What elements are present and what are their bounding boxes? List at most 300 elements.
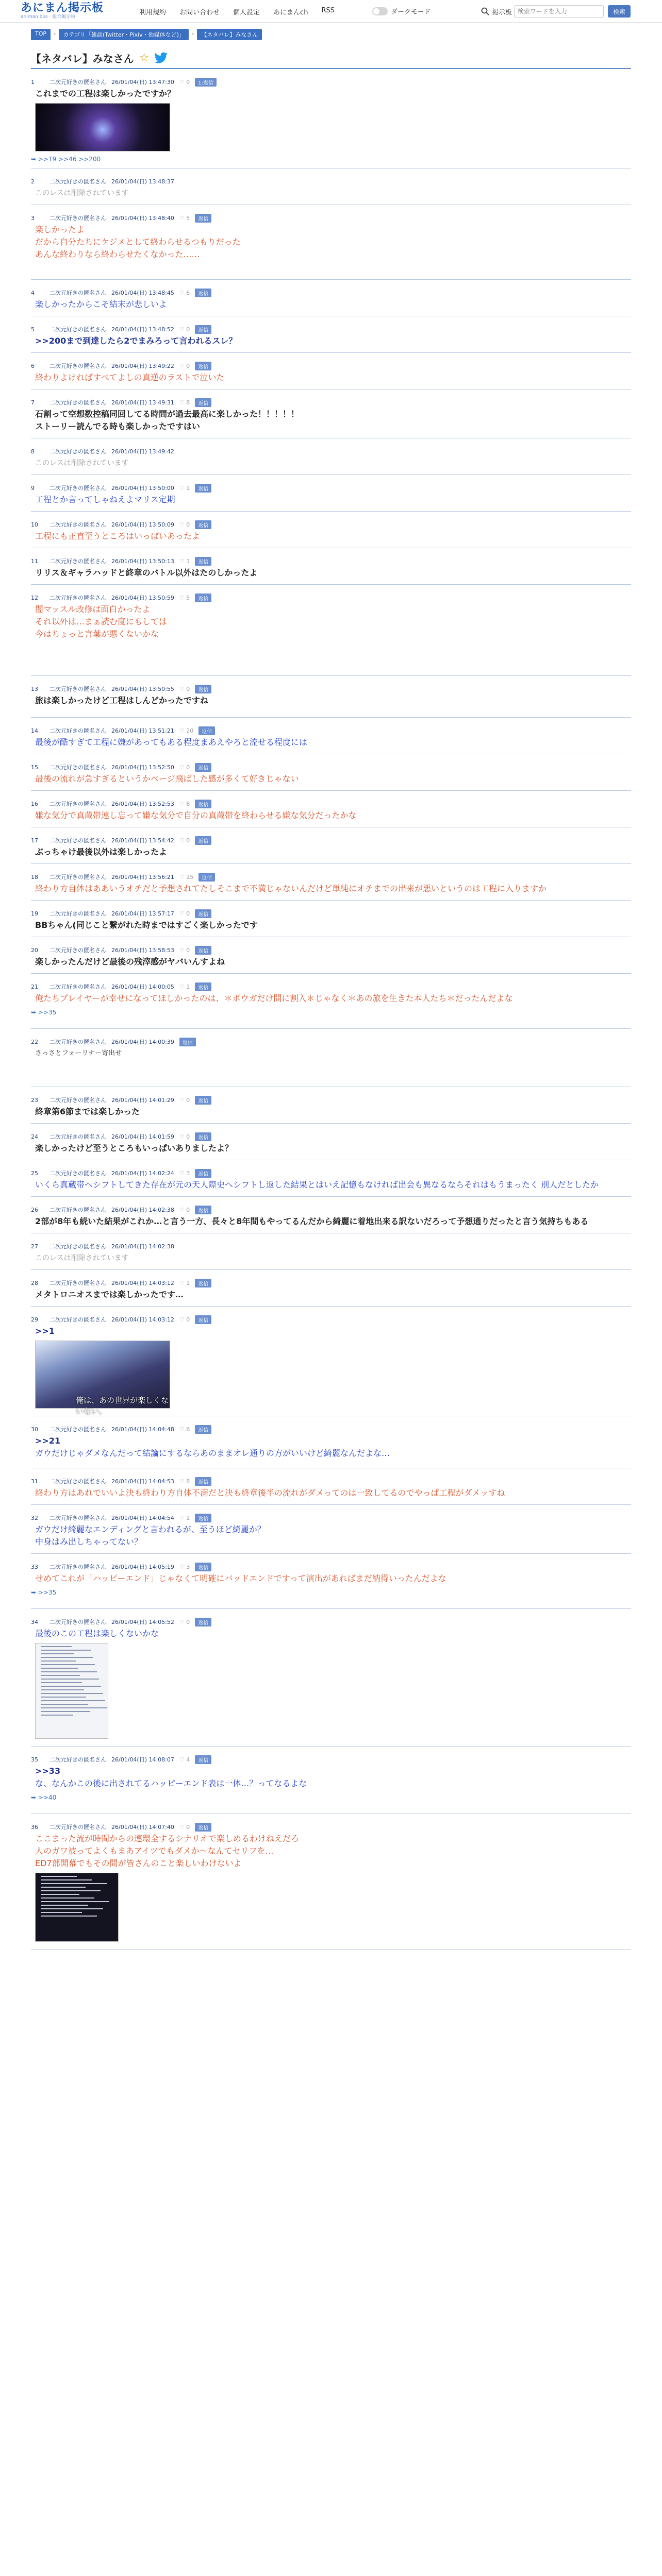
post-number[interactable]: 26	[31, 1206, 38, 1213]
post-text-line: このレスは削除されています	[35, 189, 129, 197]
post	[31, 908, 631, 937]
like-count[interactable]	[179, 1426, 190, 1433]
reply-button[interactable]: 返信	[195, 946, 211, 955]
reply-button[interactable]: 返信	[195, 398, 211, 407]
post-number[interactable]: 1	[31, 78, 35, 86]
reply-button[interactable]: 返信	[195, 1823, 211, 1832]
post-text-line: あんな終わりなら終わらせたくなかった……	[35, 249, 200, 259]
like-count[interactable]	[179, 1133, 190, 1140]
post-header	[31, 1754, 631, 1765]
reply-button[interactable]: 返信	[195, 214, 211, 223]
reply-link-text[interactable]: >>35	[38, 1009, 57, 1016]
post-header	[31, 1476, 631, 1487]
text-line-placeholder	[41, 1704, 88, 1705]
post-header	[31, 761, 631, 773]
search-input[interactable]	[514, 5, 604, 18]
reply-button[interactable]: 返信	[195, 1206, 211, 1214]
post-text-line: ED7部開幕でもその間が皆さんのこと楽しいわけないよ	[35, 1858, 242, 1868]
like-count[interactable]	[179, 947, 190, 954]
reply-button[interactable]: 返信	[195, 520, 211, 529]
post-date: 26/01/04(日) 14:05:19	[111, 1564, 174, 1570]
twitter-share-icon[interactable]	[155, 52, 168, 63]
post-date: 26/01/04(日) 14:07:40	[111, 1824, 174, 1831]
post-header	[31, 482, 631, 494]
post	[31, 1754, 631, 1814]
text-line-placeholder	[41, 1711, 90, 1712]
post-header	[31, 212, 631, 224]
reply-button[interactable]: 返信	[195, 800, 211, 808]
post-text-line: 楽しかったけど至うところもいっぱいありましたよ？	[35, 1143, 234, 1153]
reply-button[interactable]: 返信	[195, 362, 211, 370]
breadcrumb	[31, 29, 262, 40]
post-body	[31, 1142, 631, 1155]
like-count[interactable]	[179, 874, 193, 880]
reply-links[interactable]	[31, 1009, 631, 1016]
text-line-placeholder	[41, 1879, 92, 1880]
post	[31, 592, 631, 676]
post	[31, 798, 631, 827]
post-header	[31, 725, 631, 736]
like-value: 8	[186, 1478, 190, 1485]
post-number[interactable]: 36	[31, 1823, 38, 1831]
post-text-line: 楽しかったよ	[35, 225, 85, 234]
post	[31, 1167, 631, 1197]
heart-icon: ♡	[179, 214, 187, 222]
like-value: 0	[186, 910, 190, 917]
nav-contact[interactable]: お問い合わせ	[179, 9, 220, 16]
like-value: 15	[186, 873, 194, 880]
post-number[interactable]: 14	[31, 727, 38, 734]
post-header	[31, 176, 631, 187]
heart-icon: ♡	[179, 685, 187, 692]
heart-icon: ♡	[179, 1426, 187, 1433]
post-number[interactable]: 18	[31, 873, 38, 880]
post-text-line: 石割って空想数控稿同回してる時間が過去最高に楽しかった！！！！！	[35, 409, 300, 419]
like-count[interactable]	[179, 215, 190, 222]
reply-links[interactable]	[31, 1794, 631, 1801]
anchor-link[interactable]: >>200まで到達したら2でまみろって言われるスレ？	[35, 336, 237, 346]
post-body	[31, 1487, 631, 1499]
post-number[interactable]: 30	[31, 1426, 38, 1433]
reply-arrow-icon: ➥	[31, 156, 38, 163]
post-header	[31, 1241, 631, 1252]
post-number[interactable]: 16	[31, 800, 38, 807]
heart-icon: ♡	[179, 1563, 187, 1570]
post-number[interactable]: 21	[31, 983, 38, 990]
post-text-line: 終章第6節までは楽しかった	[35, 1107, 140, 1116]
heart-icon: ♡	[179, 983, 187, 990]
post-text-line: 2部が8年も続いた結果がこれか…と言う一方、長々と8年間もやってるんだから綺麗に着地出来る訳ないだろって予想通りだったと言う気持ちもある	[35, 1216, 589, 1226]
post-number[interactable]: 20	[31, 946, 38, 954]
reply-button[interactable]: 返信	[195, 1315, 211, 1324]
poster-name: 二次元好きの匿名さん	[49, 521, 106, 528]
like-value: 3	[186, 1563, 190, 1570]
post-body	[31, 335, 631, 347]
poster-name: 二次元好きの匿名さん	[49, 558, 106, 565]
heart-icon: ♡	[179, 764, 187, 771]
post-text-line: 闇マッスル改修は面白かったよ	[35, 604, 151, 614]
nav-settings[interactable]: 個人設定	[233, 9, 260, 16]
like-count[interactable]	[179, 1170, 190, 1177]
like-count[interactable]	[179, 558, 190, 565]
post-body	[31, 694, 631, 707]
like-count[interactable]	[179, 595, 190, 601]
like-value: 1	[186, 484, 190, 492]
post-body	[31, 736, 631, 749]
post-date: 26/01/04(日) 13:57:17	[111, 910, 174, 917]
reply-button[interactable]: 返信	[195, 1755, 211, 1764]
post-header	[31, 683, 631, 694]
like-count[interactable]	[179, 1097, 190, 1104]
reply-button[interactable]: 返信	[195, 763, 211, 772]
post-body	[31, 187, 631, 199]
like-value: 0	[186, 521, 190, 528]
like-count[interactable]	[179, 363, 190, 369]
like-value: 0	[186, 946, 190, 954]
like-value: 1	[186, 983, 190, 990]
post	[31, 76, 631, 168]
post-date: 26/01/04(日) 14:01:59	[111, 1133, 174, 1140]
post-header	[31, 1616, 631, 1628]
post-body	[31, 1106, 631, 1118]
like-count[interactable]	[179, 764, 190, 771]
post-number[interactable]: 22	[31, 1038, 38, 1045]
post-image[interactable]	[35, 103, 170, 151]
post-date: 26/01/04(日) 13:50:55	[111, 686, 174, 692]
post	[31, 176, 631, 205]
post-number[interactable]: 9	[31, 484, 35, 492]
like-count[interactable]	[179, 984, 190, 990]
text-line-placeholder	[41, 1890, 101, 1891]
post-text-line: ぶっちゃけ最後以外は楽しかったよ	[35, 847, 168, 857]
site-logo[interactable]	[21, 2, 104, 20]
reply-button[interactable]: 返信	[195, 1618, 211, 1626]
post-text-line: ここまった流が時間からの連環全するシナリオで楽しめるわけねえだろ	[35, 1834, 299, 1843]
post-body	[31, 809, 631, 822]
post	[31, 212, 631, 280]
reply-button[interactable]: 返信	[195, 909, 211, 918]
post-text-line: 最後の流れが急すぎるというかページ飛ばした感が多くて好きじゃない	[35, 774, 299, 784]
post-number[interactable]: 33	[31, 1563, 38, 1570]
post-number[interactable]: 17	[31, 837, 38, 844]
search-button[interactable]: 検索	[608, 5, 631, 18]
reply-links[interactable]	[31, 1589, 631, 1596]
post-number[interactable]: 19	[31, 910, 38, 917]
search-icon	[478, 4, 492, 19]
post	[31, 1314, 631, 1416]
heart-icon: ♡	[179, 1756, 187, 1763]
post-text-line: 今はちょっと言葉が悪くないかな	[35, 629, 159, 639]
poster-name: 二次元好きの匿名さん	[49, 1824, 106, 1831]
post-number[interactable]: 12	[31, 594, 38, 601]
post-header	[31, 397, 631, 408]
post-number[interactable]: 35	[31, 1756, 38, 1763]
post-text-line: せめてこれが「ハッピーエンド」じゃなくて明確にバッドエンドですって演出があればまだ納得いったんだよな	[35, 1573, 446, 1583]
like-count[interactable]	[179, 686, 190, 692]
reply-link-text[interactable]: >>35	[38, 1589, 57, 1596]
post	[31, 683, 631, 718]
post-number[interactable]: 34	[31, 1618, 38, 1625]
heart-icon: ♡	[179, 1279, 187, 1286]
post	[31, 871, 631, 901]
text-line-placeholder	[41, 1660, 76, 1662]
like-value: 0	[186, 78, 190, 86]
post-text-line: さっさとフォーリナー寄出せ	[35, 1049, 122, 1057]
like-count[interactable]	[179, 79, 190, 86]
poster-name: 二次元好きの匿名さん	[49, 290, 106, 296]
poster-name: 二次元好きの匿名さん	[49, 1756, 106, 1763]
text-line-placeholder	[41, 1905, 88, 1906]
like-value: 5	[186, 594, 190, 601]
post-body	[31, 457, 631, 469]
reply-button[interactable]: 返信	[198, 873, 215, 882]
post-body	[31, 1572, 631, 1585]
text-line-placeholder	[41, 1675, 80, 1676]
like-count[interactable]	[179, 837, 190, 844]
anchor-link[interactable]: >>21	[35, 1436, 61, 1446]
post-image[interactable]	[35, 1873, 119, 1942]
post-date: 26/01/04(日) 13:54:42	[111, 837, 174, 844]
post-number[interactable]: 25	[31, 1170, 38, 1177]
post-number[interactable]: 31	[31, 1478, 38, 1485]
post-number[interactable]: 5	[31, 326, 35, 333]
like-count[interactable]	[179, 1824, 190, 1831]
reply-button[interactable]: 返信	[195, 685, 211, 693]
poster-name: 二次元好きの匿名さん	[49, 1280, 106, 1286]
like-count[interactable]	[179, 399, 190, 406]
like-count[interactable]	[179, 910, 190, 917]
thread	[31, 47, 631, 1950]
post-date: 26/01/04(日) 13:52:50	[111, 764, 174, 771]
post-text-line: 人のガワ被ってよくもまあアイツでもダメか〜なんてセリフを…	[35, 1846, 274, 1856]
post-text-line: 旅は楽しかったけど工程はしんどかったですね	[35, 696, 209, 705]
like-count[interactable]	[179, 1316, 190, 1323]
like-count[interactable]	[179, 801, 190, 807]
poster-name: 二次元好きの匿名さん	[49, 1426, 106, 1433]
post-number[interactable]: 6	[31, 362, 35, 369]
like-count[interactable]	[179, 1207, 190, 1213]
reply-button[interactable]: 返信	[195, 1169, 211, 1178]
like-value: 0	[186, 1206, 190, 1213]
post-header	[31, 519, 631, 530]
post-body	[31, 371, 631, 384]
like-count[interactable]	[179, 727, 193, 734]
post	[31, 725, 631, 754]
post	[31, 1204, 631, 1233]
text-line-placeholder	[41, 1887, 86, 1888]
post-number[interactable]: 4	[31, 289, 35, 296]
post-number[interactable]: 32	[31, 1514, 38, 1521]
like-count[interactable]	[179, 1756, 190, 1763]
reply-link-text[interactable]: >>19 >>46 >>200	[38, 156, 101, 163]
post-header	[31, 835, 631, 846]
breadcrumb-category[interactable]: カテゴリ「雑談(Twitter・Pixiv・他媒体など)」	[59, 29, 189, 40]
post-date: 26/01/04(日) 13:49:22	[111, 363, 174, 369]
post-text-line: 最後のこの工程は楽しくないかな	[35, 1629, 159, 1638]
post-header	[31, 76, 631, 88]
post-number[interactable]: 10	[31, 521, 38, 528]
reply-links[interactable]	[31, 156, 631, 163]
poster-name: 二次元好きの匿名さん	[49, 1097, 106, 1104]
post-number[interactable]: 27	[31, 1243, 38, 1250]
post-number[interactable]: 2	[31, 178, 35, 185]
post-image[interactable]	[35, 1643, 108, 1739]
post-header	[31, 1167, 631, 1179]
post-text-line: ガウだけ綺麗なエンディングと言われるが、至うほど綺麗か？	[35, 1524, 266, 1534]
post-header	[31, 592, 631, 603]
post-date: 26/01/04(日) 13:50:13	[111, 558, 174, 565]
text-line-placeholder	[41, 1883, 107, 1884]
heart-icon: ♡	[179, 484, 187, 492]
reply-link-text[interactable]: >>40	[38, 1794, 57, 1801]
post-body	[31, 773, 631, 785]
reply-button[interactable]: 返信	[198, 726, 215, 735]
post-text-line: な、なんかこの後に出されてるハッピーエンド表は一体…？ってなるよな	[35, 1778, 307, 1788]
poster-name: 二次元好きの匿名さん	[49, 874, 106, 880]
reply-button[interactable]: 1:返信	[195, 78, 217, 87]
heart-icon: ♡	[179, 910, 187, 917]
nav-terms[interactable]: 利用規約	[139, 9, 167, 16]
like-count[interactable]	[179, 1280, 190, 1286]
search-scope[interactable]: 掲示板	[492, 8, 512, 16]
reply-button[interactable]: 返信	[195, 289, 211, 297]
post-body	[31, 1252, 631, 1264]
post-text-line: 終わりよければすべてよしの真逆のラストで泣いた	[35, 372, 225, 382]
post-date: 26/01/04(日) 14:04:48	[111, 1426, 174, 1433]
reply-button[interactable]: 返信	[179, 1038, 196, 1046]
like-count[interactable]	[179, 290, 190, 296]
reply-button[interactable]: 返信	[195, 484, 211, 493]
like-value: 8	[186, 399, 190, 406]
like-count[interactable]	[179, 326, 190, 333]
heart-icon: ♡	[179, 1096, 187, 1104]
post-body	[31, 1289, 631, 1301]
post-number[interactable]: 3	[31, 214, 35, 222]
post-header	[31, 798, 631, 809]
reply-button[interactable]: 返信	[195, 1477, 211, 1486]
like-count[interactable]	[179, 485, 190, 492]
post-header	[31, 1277, 631, 1289]
post-date: 26/01/04(日) 14:03:12	[111, 1280, 174, 1286]
post-number[interactable]: 28	[31, 1279, 38, 1286]
reply-button[interactable]: 返信	[195, 836, 211, 845]
heart-icon: ♡	[179, 594, 187, 601]
post	[31, 519, 631, 548]
post-date: 26/01/04(日) 14:05:52	[111, 1619, 174, 1625]
like-value: 1	[186, 1514, 190, 1521]
post-number[interactable]: 24	[31, 1133, 38, 1140]
poster-name: 二次元好きの匿名さん	[49, 1619, 106, 1625]
post-number[interactable]: 23	[31, 1096, 38, 1104]
post-text-line: 俺たちプレイヤーが幸せになってほしかったのは、＊ボウガだけ間に割入＊じゃなく＊あの旅を生きた本人たち＊だったんだよな	[35, 993, 513, 1003]
post	[31, 1094, 631, 1124]
post-date: 26/01/04(日) 14:01:29	[111, 1097, 174, 1104]
like-value: 1	[186, 1279, 190, 1286]
post-body	[31, 1833, 631, 1870]
heart-icon: ♡	[179, 78, 187, 86]
post-body	[31, 494, 631, 506]
anchor-link[interactable]: >>33	[35, 1766, 61, 1776]
post-header	[31, 871, 631, 883]
heart-icon: ♡	[179, 1316, 187, 1323]
post-number[interactable]: 11	[31, 557, 38, 565]
heart-icon: ♡	[179, 1478, 187, 1485]
post-number[interactable]: 29	[31, 1316, 38, 1323]
like-count[interactable]	[179, 521, 190, 528]
poster-name: 二次元好きの匿名さん	[49, 686, 106, 692]
poster-name: 二次元好きの匿名さん	[49, 910, 106, 917]
like-value: 20	[186, 727, 194, 734]
post-image[interactable]	[35, 1341, 170, 1416]
post-text-line: 工程とか言ってしゃねえよマリス定期	[35, 495, 175, 504]
dark-mode-switch[interactable]	[372, 7, 388, 15]
text-line-placeholder	[41, 1908, 103, 1909]
like-value: 0	[186, 362, 190, 369]
post-header	[31, 1561, 631, 1572]
breadcrumb-thread[interactable]: 【ネタバレ】みなさん	[197, 29, 262, 40]
post-date: 26/01/04(日) 14:02:24	[111, 1170, 174, 1177]
reply-button[interactable]: 返信	[195, 1132, 211, 1141]
reply-button[interactable]: 返信	[195, 1425, 211, 1434]
post-date: 26/01/04(日) 13:48:45	[111, 290, 174, 296]
post-text-line: リリス＆ギャラハッドと終章のバトル以外はたのしかったよ	[35, 568, 258, 578]
post-text-line: メタトロニオスまでは楽しかったです…	[35, 1290, 184, 1299]
reply-button[interactable]: 返信	[195, 1279, 211, 1287]
top-nav	[139, 7, 335, 16]
nav-animanch[interactable]: あにまんch	[273, 9, 308, 16]
post-header	[31, 1131, 631, 1142]
reply-button[interactable]: 返信	[195, 982, 211, 991]
post-number[interactable]: 13	[31, 685, 38, 692]
poster-name: 二次元好きの匿名さん	[49, 595, 106, 601]
dark-mode-toggle[interactable]	[372, 6, 431, 16]
reply-button[interactable]: 返信	[195, 325, 211, 334]
reply-button[interactable]: 返信	[195, 557, 211, 566]
post-date: 26/01/04(日) 13:50:00	[111, 485, 174, 492]
poster-name: 二次元好きの匿名さん	[49, 485, 106, 492]
heart-icon: ♡	[179, 1206, 187, 1213]
text-line-placeholder	[41, 1668, 78, 1669]
post	[31, 397, 631, 438]
like-value: 0	[186, 1823, 190, 1831]
reply-button[interactable]: 返信	[195, 594, 211, 602]
text-line-placeholder	[41, 1707, 107, 1708]
reply-button[interactable]: 返信	[195, 1563, 211, 1571]
like-count[interactable]	[179, 1478, 190, 1485]
post-number[interactable]: 8	[31, 448, 35, 455]
post-date: 26/01/04(日) 13:50:59	[111, 595, 174, 601]
heart-icon: ♡	[179, 837, 187, 844]
post-body	[31, 1628, 631, 1640]
heart-icon: ♡	[179, 946, 187, 954]
post-header	[31, 287, 631, 298]
post	[31, 324, 631, 353]
like-count[interactable]	[179, 1619, 190, 1625]
heart-icon: ♡	[179, 557, 187, 565]
breadcrumb-top[interactable]: TOP	[31, 29, 51, 40]
favorite-star-icon[interactable]: ☆	[139, 51, 150, 64]
nav-rss[interactable]: RSS	[321, 7, 335, 14]
like-count[interactable]	[179, 1515, 190, 1521]
post-number[interactable]: 7	[31, 399, 35, 406]
anchor-link[interactable]: >>1	[35, 1326, 55, 1336]
post-number[interactable]: 15	[31, 764, 38, 771]
post-header	[31, 1512, 631, 1523]
like-count[interactable]	[179, 1564, 190, 1570]
reply-button[interactable]: 返信	[195, 1514, 211, 1522]
post-date: 26/01/04(日) 13:50:09	[111, 521, 174, 528]
reply-button[interactable]: 返信	[195, 1096, 211, 1105]
